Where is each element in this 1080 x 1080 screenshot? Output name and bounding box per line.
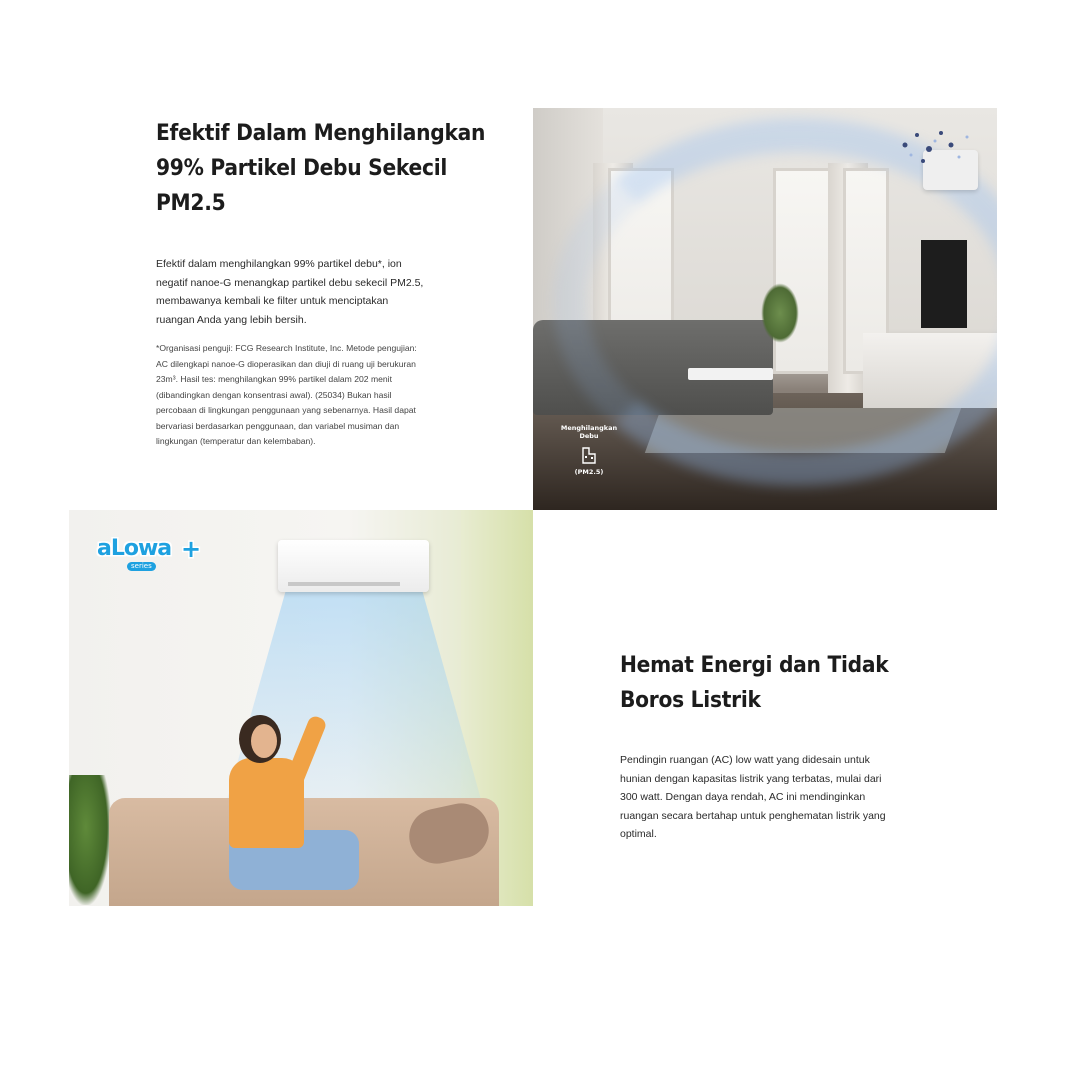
ac-vent [288,582,400,586]
description-line: ruangan Anda yang lebih bersih. [156,313,307,326]
feature-energy-saving [620,648,920,844]
description-line: hunian dengan kapasitas listrik yang terbatas, mulai dari [620,772,882,785]
person-face [251,724,277,758]
heading-line: Boros Listrik [620,688,761,713]
plus-icon: + [181,535,202,563]
woman-sofa-image [69,510,533,906]
description-line: ruangan secara bertahap untuk penghematan listrik yang [620,809,886,822]
footnote-line: percobaan di lingkungan penggunaan yang sebenarnya. Hasil dapat [156,405,416,415]
description-line: Efektif dalam menghilangkan 99% partikel debu*, ion [156,258,402,270]
heading-line: PM2.5 [156,191,226,216]
footnote-line: (dibandingkan dengan konsentrasi awal). (25034) Bukan hasil [156,389,392,400]
heading-line: Efektif Dalam Menghilangkan [156,121,486,146]
description-line: 300 watt. Dengan daya rendah, AC ini mendinginkan [620,791,866,803]
plant [69,775,111,905]
feature-footnote [156,341,456,450]
living-room-image [533,108,997,510]
description-line: optimal. [620,828,657,840]
badge-label: Menghilangkan [560,424,618,432]
dust-particles-icon [893,123,983,173]
alowa-logo: aLowa [97,536,172,561]
feature-description [156,255,456,329]
feature-heading [620,648,896,718]
air-conditioner-unit [278,540,429,592]
description-line: Pendingin ruangan (AC) low watt yang didesain untuk [620,754,870,766]
heading-line: 99% Partikel Debu Sekecil [156,156,448,181]
building-dust-icon [581,446,597,464]
badge-label: Debu [579,432,599,440]
feature-description [620,751,920,844]
feature-heading [156,116,486,221]
heading-line: Hemat Energi dan Tidak [620,653,889,678]
description-line: negatif nanoe-G menangkap partikel debu sekecil PM2.5, [156,276,424,289]
dust-removal-badge [559,424,619,476]
footnote-line: 23m³. Hasil tes: menghilangkan 99% partikel dalam 202 menit [156,374,392,384]
description-line: membawanya kembali ke filter untuk menciptakan [156,295,389,307]
badge-sublabel: (PM2.5) [574,468,604,476]
footnote-line: *Organisasi penguji: FCG Research Institute, Inc. Metode pengujian: [156,343,417,353]
footnote-line: lingkungan (temperatur dan kelembaban). [156,436,316,446]
footnote-line: bervariasi berdasarkan penggunaan, dan variabel musiman dan [156,420,400,431]
footnote-line: AC dilengkapi nanoe-G dioperasikan dan diuji di ruang uji berukuran [156,358,416,369]
alowa-series-label: series [127,562,156,571]
feature-dust-removal [156,116,486,450]
